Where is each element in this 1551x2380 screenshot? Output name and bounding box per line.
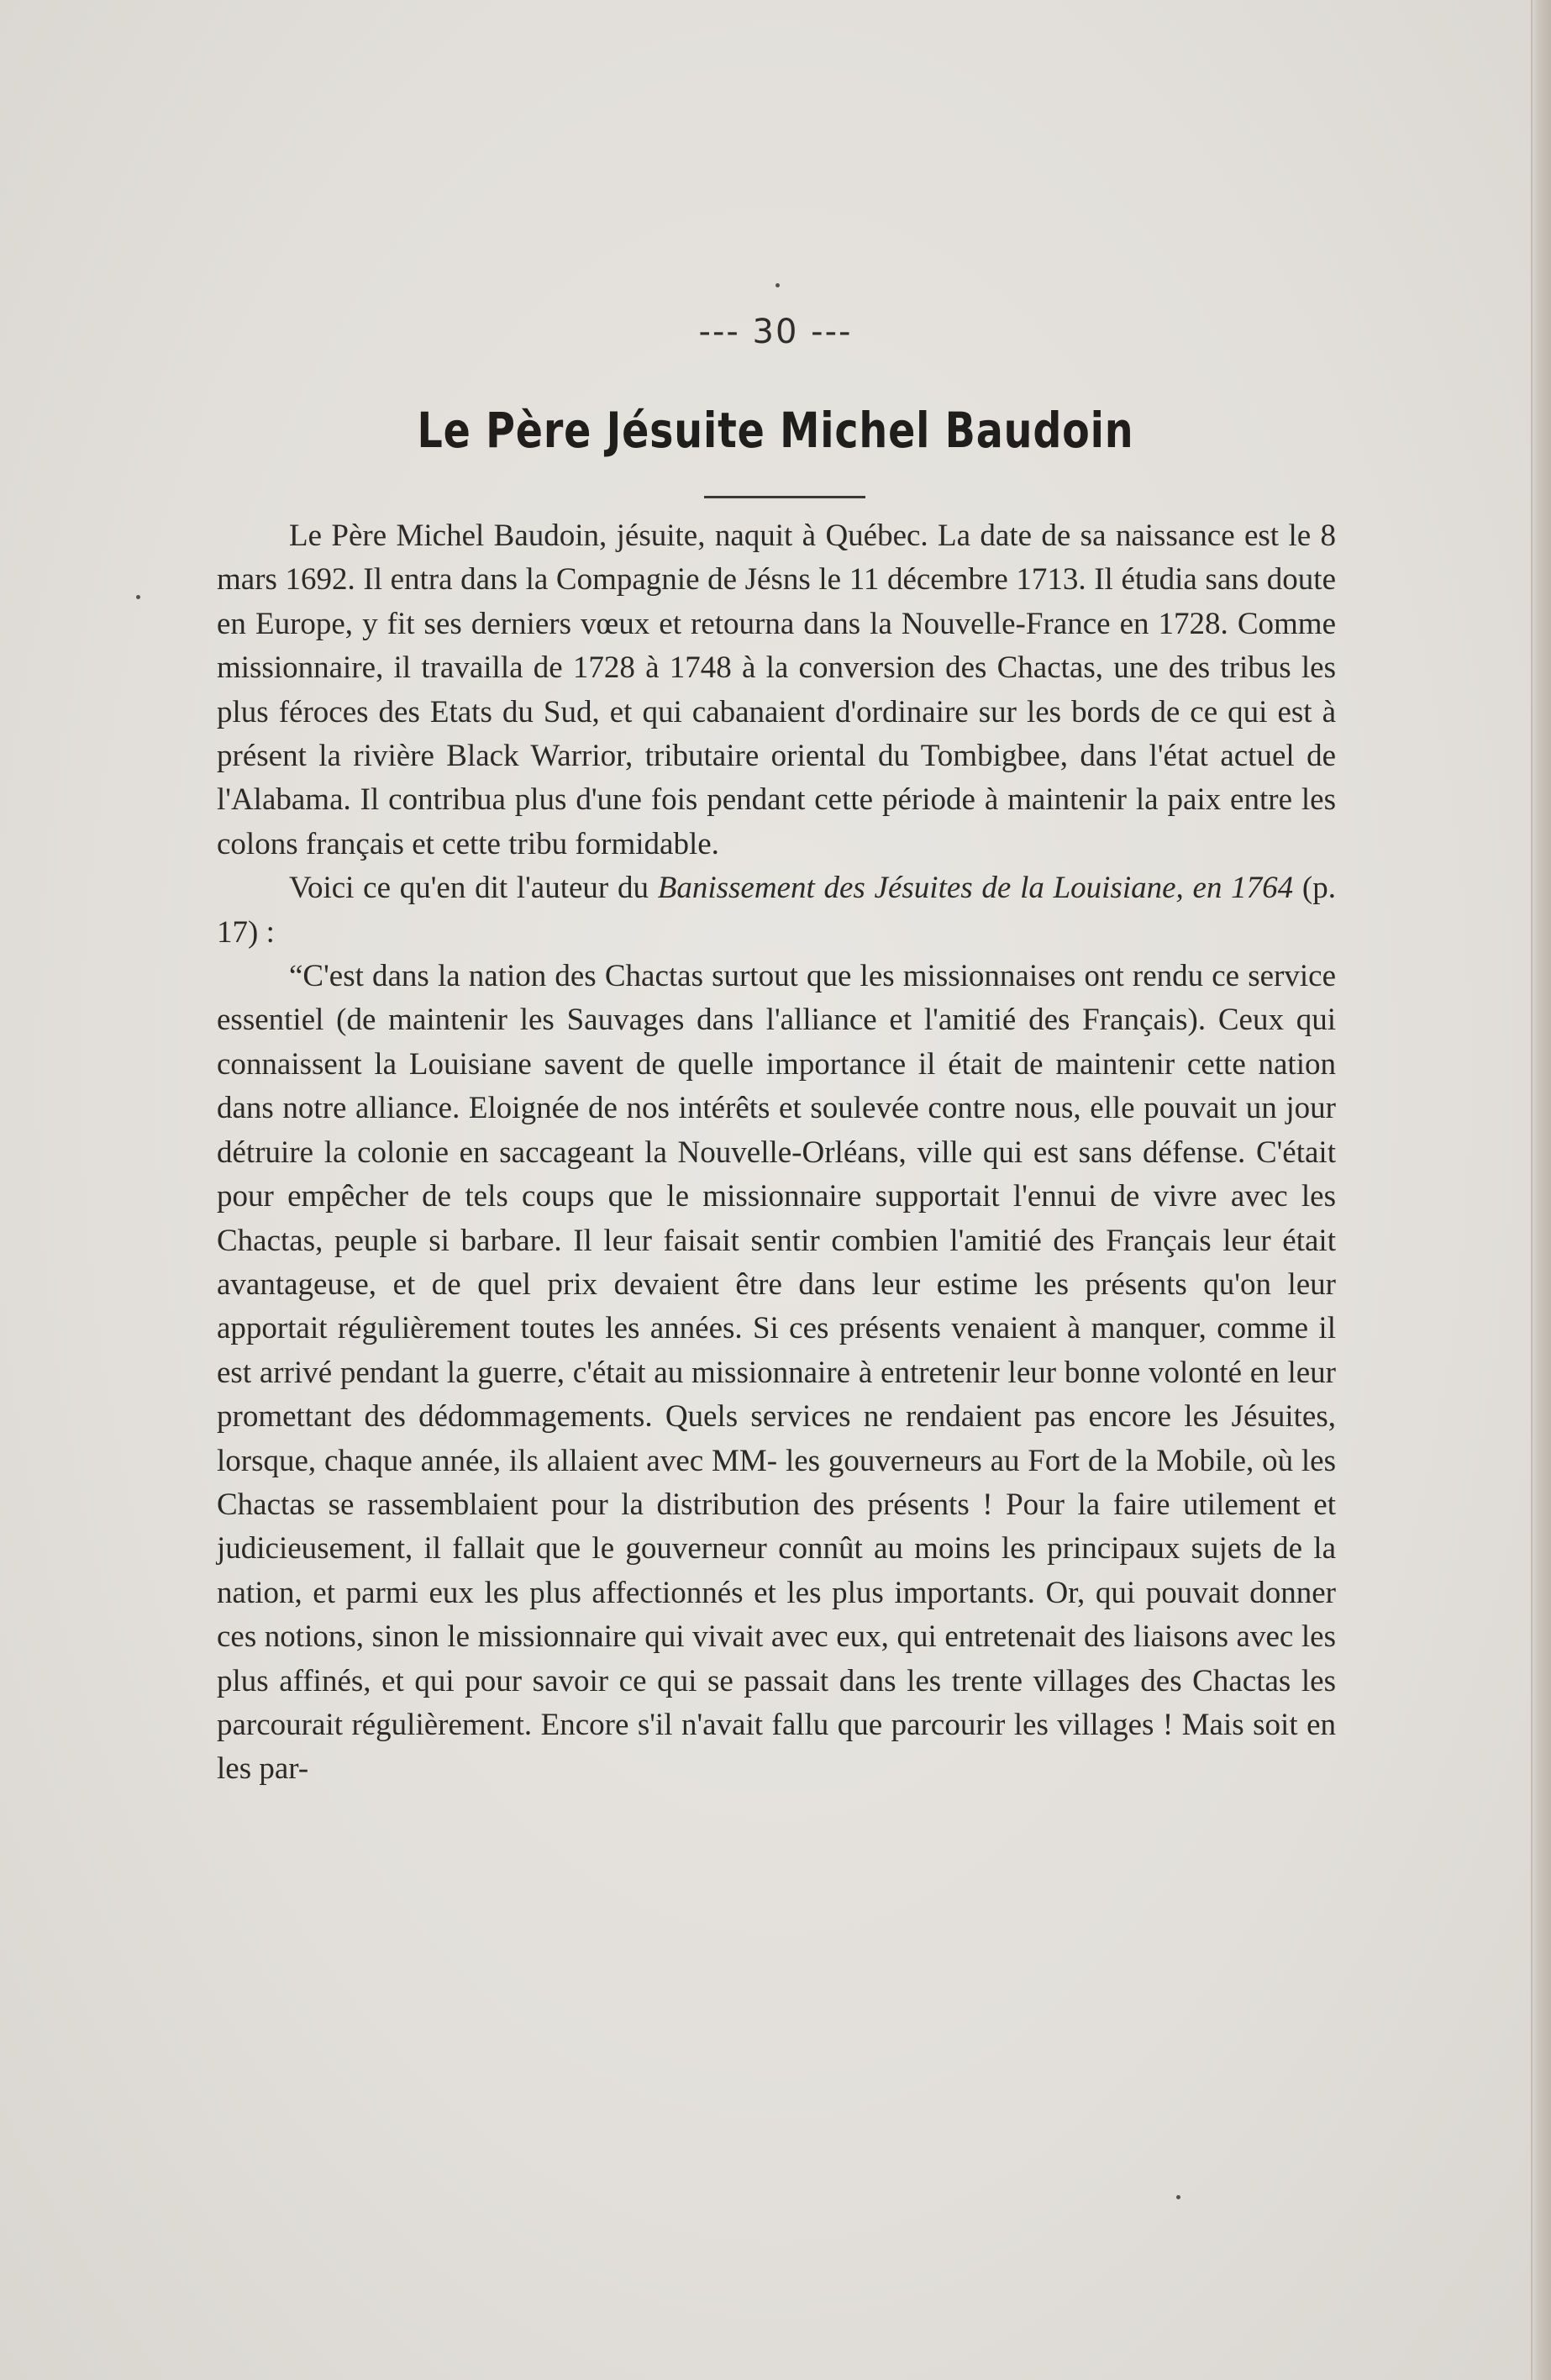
page-edge (1533, 0, 1551, 2380)
page-number: --- 30 --- (698, 313, 853, 351)
citation-page-ref: (p. 17) : (217, 871, 1336, 950)
article-body (217, 514, 1336, 1792)
page-title: Le Père Jésuite Michel Baudoin (417, 402, 1134, 459)
title-divider (704, 496, 865, 498)
paragraph-biography: Le Père Michel Baudoin, jésuite, naquit à Québec. La date de sa naissance est le 8 mars 1692. Il entra dans la Compagnie de Jésns le 11 décembre 1713. Il étudia sans doute en Europe, y fit ses derniers vœux et retourna dans la Nouvelle-France en 1728. Comme missionnaire, il travailla de 1728 à 1748 à la conversion des Chactas, une des tribus les plus féroces des Etats du Sud, et qui cabanaient d'ordinaire sur les bords de ce qui est à présent la rivière Black Warrior, tributaire oriental du Tombigbee, dans l'état actuel de l'Alabama. Il contribua plus d'une fois pendant cette période à maintenir la paix entre les colons français et cette tribu formidable. (217, 519, 1336, 861)
ink-speck (1176, 2195, 1180, 2199)
paragraph-citation-intro (217, 866, 1336, 955)
ink-speck (136, 595, 140, 599)
paragraph-quotation: “C'est dans la nation des Chactas surtout que les missionnaises ont rendu ce service essentiel (de maintenir les Sauvages dans l'alliance et l'amitié des Français). Ceux qui connaissent la Louisiane savent de quelle importance il était de maintenir cette nation dans notre alliance. Eloignée de nos intérêts et soulevée contre nous, elle pouvait un jour détruire la colonie en saccageant la Nouvelle-Orléans, ville qui est sans défense. C'était pour empêcher de tels coups que le missionnaire supportait l'ennui de vivre avec les Chactas, peuple si barbare. Il leur faisait sentir combien l'amitié des Français leur était avantageuse, et de quel prix devaient être dans leur estime les présents qu'on leur apportait régulièrement toutes les années. Si ces présents venaient à manquer, comme il est arrivé pendant la guerre, c'était au missionnaire à entretenir leur bonne volonté en leur promettant des dédommagements. Quels services ne rendaient pas encore les Jésuites, lorsque, chaque année, ils allaient avec MM- les gouverneurs au Fort de la Mobile, où les Chactas se rassemblaient pour la distribution des présents ! Pour la faire utilement et judicieusement, il fallait que le gouverneur connût au moins les principaux sujets de la nation, et parmi eux les plus affectionnés et les plus importants. Or, qui pouvait donner ces notions, sinon le missionnaire qui vivait avec eux, qui entretenait des liaisons avec les plus affinés, et qui pour savoir ce qui se passait dans les trente villages des Chactas les parcourait régulièrement. Encore s'il n'avait fallu que parcourir les villages ! Mais soit en les par- (217, 959, 1336, 1787)
ink-speck (776, 283, 780, 287)
citation-lead-text: Voici ce qu'en dit l'auteur du (289, 871, 658, 906)
cited-book-title: Banissement des Jésuites de la Louisiane, en 1764 (657, 871, 1294, 906)
